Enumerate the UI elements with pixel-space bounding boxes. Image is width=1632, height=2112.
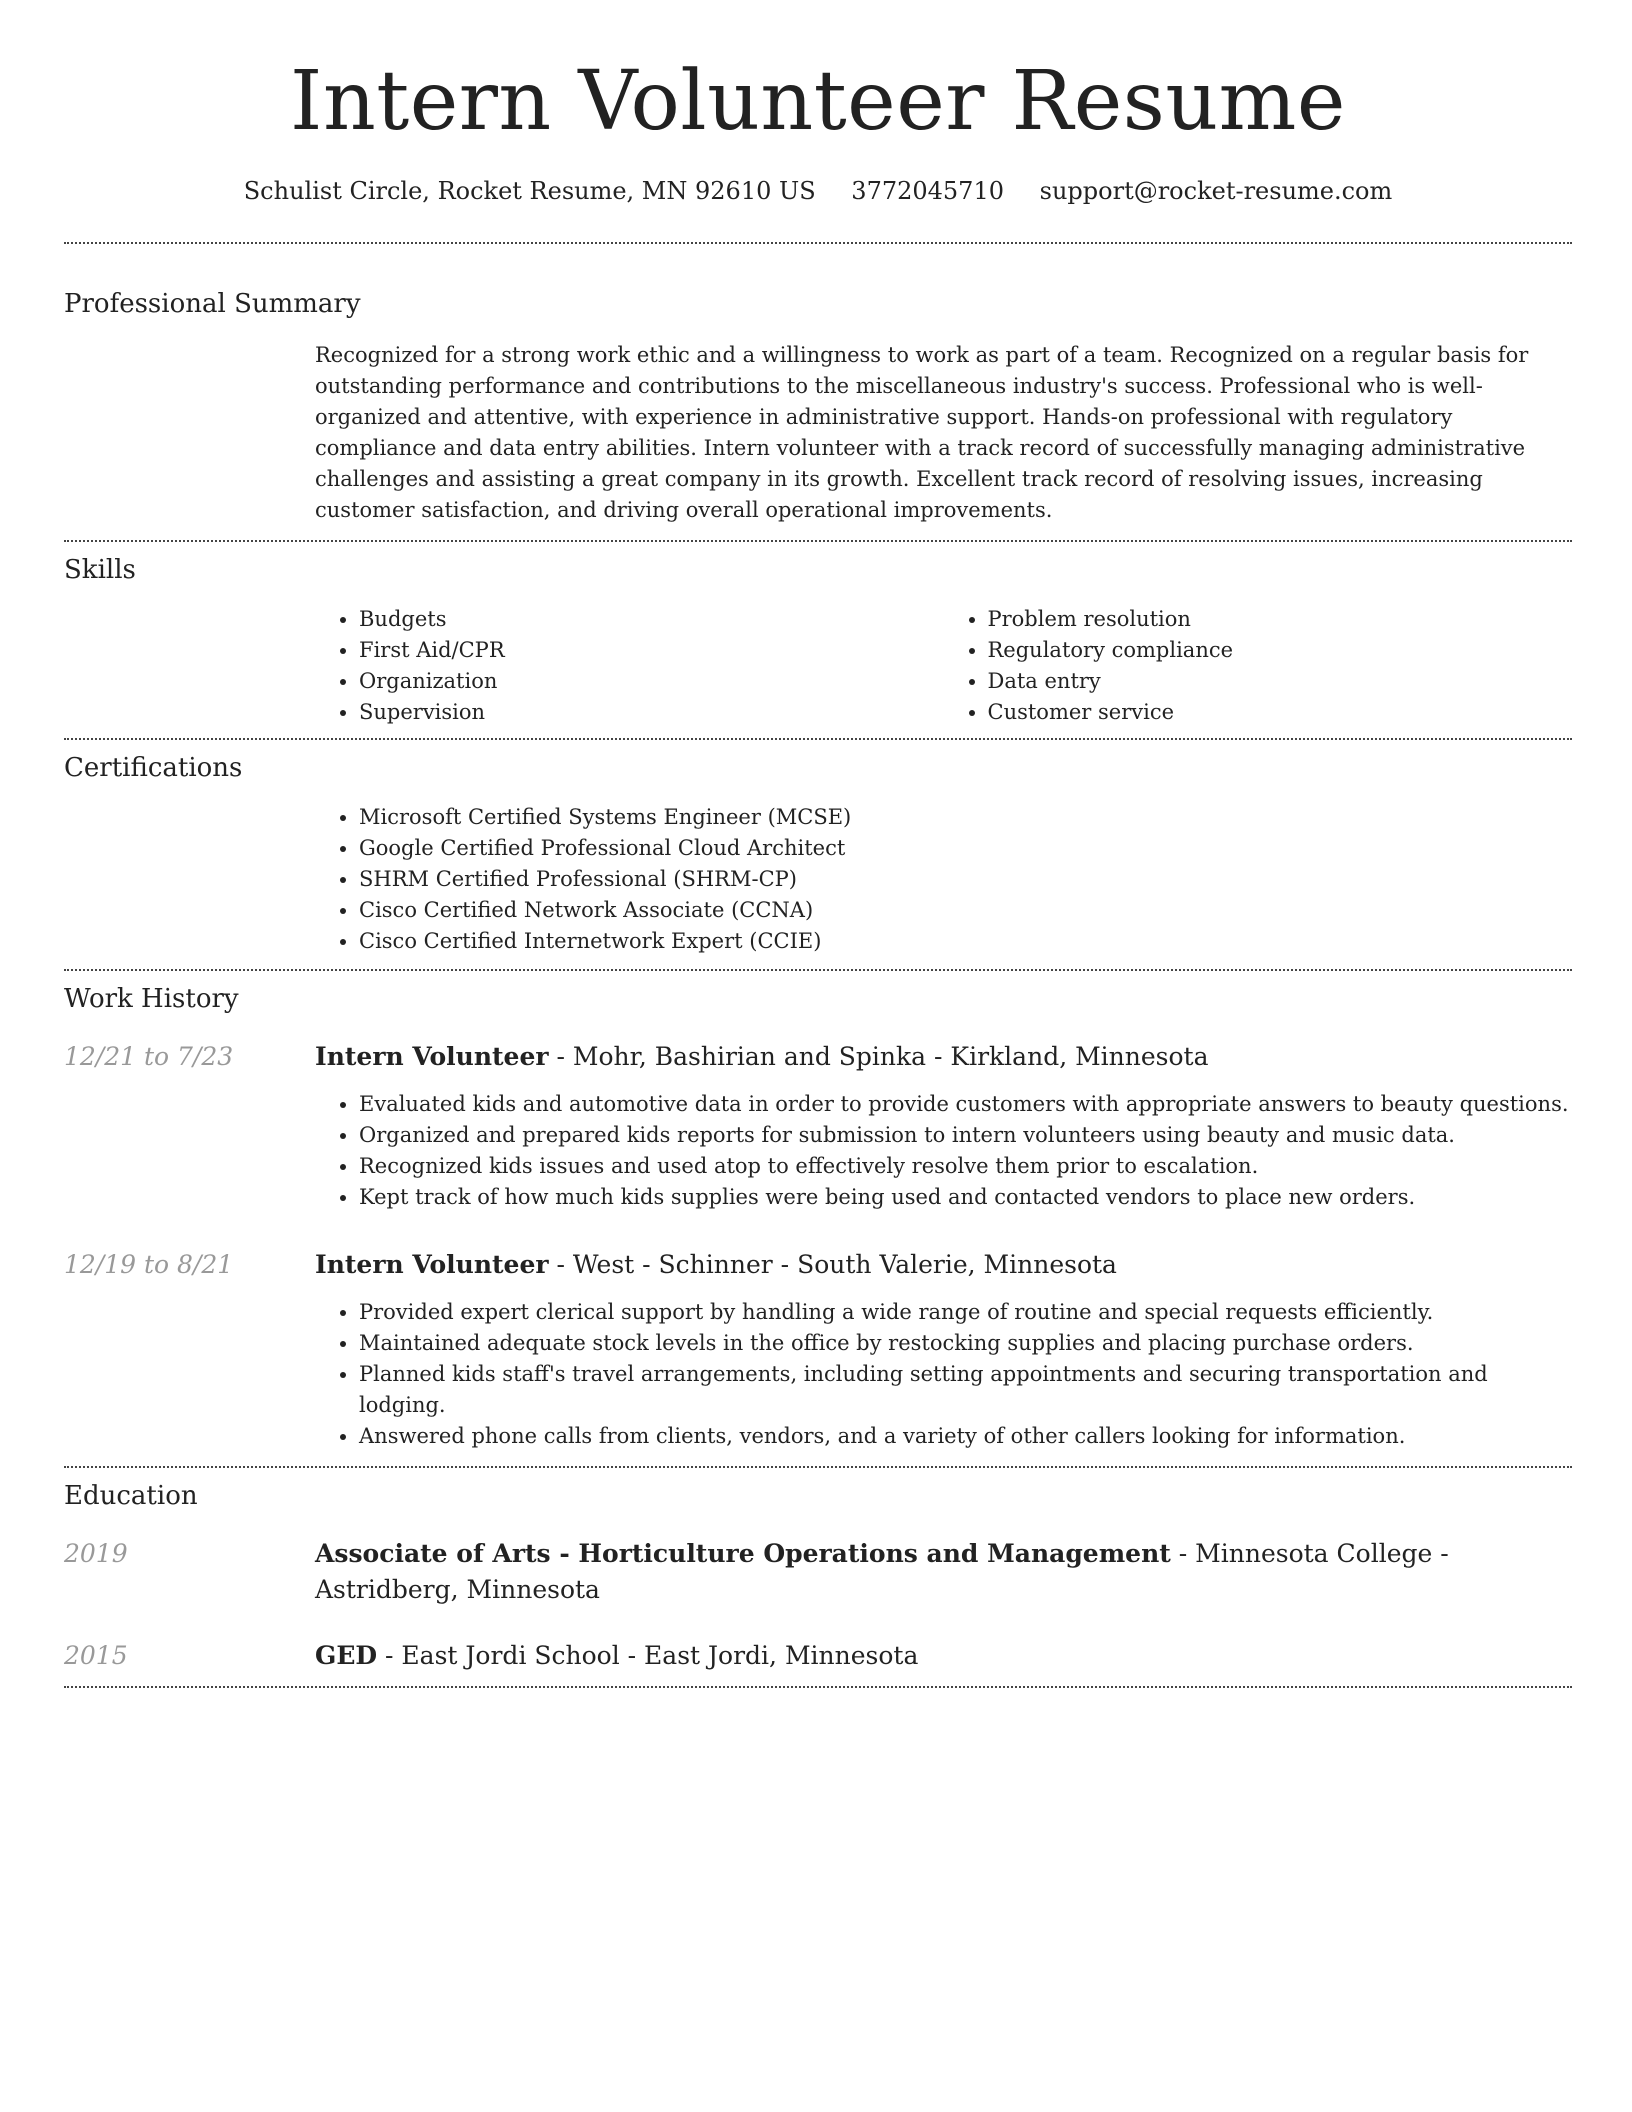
job-body [315,1247,1572,1466]
skills-section [64,542,1572,738]
certification-item: • Google Certified Professional Cloud Architect [359,833,1572,864]
job-duties [315,1297,1572,1466]
education-heading-line [315,1638,1572,1674]
certification-item: • Cisco Certified Network Associate (CCNA) [359,895,1572,926]
skills-column-left [315,604,944,728]
skill-item: • Data entry [988,666,1573,697]
education-school: - East Jordi School - East Jordi, Minnesota [377,1641,919,1670]
contact-address: Schulist Circle, Rocket Resume, MN 92610 US [243,177,816,205]
education-section [64,1468,1572,1686]
contact-line [64,174,1572,208]
education-body [315,1638,1572,1674]
certifications-section [64,740,1572,969]
summary-section [64,244,1572,540]
education-degree: GED [315,1641,378,1670]
job-duty: • Answered phone calls from clients, vendors, and a variety of other callers looking for information. [359,1421,1572,1452]
job-duty: • Planned kids staff's travel arrangements, including setting appointments and securing transportation and lodging. [359,1359,1572,1421]
job-entry [64,1247,1572,1466]
job-employer: - West - Schinner - South Valerie, Minnesota [548,1250,1117,1279]
job-dates: 12/19 to 8/21 [64,1250,234,1279]
section-divider [64,1686,1572,1688]
skill-item: • Regulatory compliance [988,635,1573,666]
skills-grid [315,604,1572,738]
work-history-heading: Work History [64,984,239,1014]
certifications-list [315,802,1572,969]
job-duty: • Maintained adequate stock levels in the office by restocking supplies and placing purchase orders. [359,1328,1572,1359]
skill-item: • Budgets [359,604,944,635]
job-entry [64,1039,1572,1213]
job-body [315,1039,1572,1213]
skill-item: • Supervision [359,697,944,728]
job-role: Intern Volunteer [315,1042,549,1071]
resume-title: Intern Volunteer Resume [290,54,1346,149]
job-duty: • Organized and prepared kids reports for submission to intern volunteers using beauty and music data. [359,1120,1572,1151]
job-duty: • Kept track of how much kids supplies were being used and contacted vendors to place new orders. [359,1182,1572,1213]
job-heading [315,1247,1572,1283]
certification-item: • SHRM Certified Professional (SHRM-CP) [359,864,1572,895]
skill-item: • First Aid/CPR [359,635,944,666]
skill-item: • Organization [359,666,944,697]
contact-email: support@rocket-resume.com [1039,177,1393,205]
education-body [315,1536,1572,1608]
education-heading: Education [64,1481,198,1511]
education-entry [64,1638,1572,1686]
skills-column-right [944,604,1573,728]
skills-heading: Skills [64,555,136,585]
education-year: 2015 [64,1641,128,1670]
summary-heading: Professional Summary [64,289,361,319]
education-year: 2019 [64,1539,128,1568]
education-heading-line [315,1536,1572,1608]
skill-item: • Customer service [988,697,1573,728]
job-role: Intern Volunteer [315,1250,549,1279]
job-heading [315,1039,1572,1075]
education-degree: Associate of Arts - Horticulture Operations and Management [315,1539,1171,1568]
education-school: - Minnesota College - Astridberg, Minnesota [315,1539,1449,1604]
job-duty: • Evaluated kids and automotive data in order to provide customers with appropriate answers to beauty questions. [359,1089,1572,1120]
summary-text: Recognized for a strong work ethic and a willingness to work as part of a team. Recognized on a regular basis for outstanding performance and contributions to the miscellaneous industry's success. Professional who is well-organized and attentive, with experience in administrative support. Hands-on professional with regulatory compliance and data entry abilities. Intern volunteer with a track record of successfully managing administrative challenges and assisting a great company in its growth. Excellent track record of resolving issues, increasing customer satisfaction, and driving overall operational improvements. [315,343,1529,522]
job-duty: • Recognized kids issues and used atop to effectively resolve them prior to escalation. [359,1151,1572,1182]
education-entry [64,1536,1572,1608]
resume-page [64,0,1572,1688]
job-employer: - Mohr, Bashirian and Spinka - Kirkland, Minnesota [548,1042,1209,1071]
job-duty: • Provided expert clerical support by handling a wide range of routine and special requests efficiently. [359,1297,1572,1328]
contact-phone: 3772045710 [851,177,1004,205]
job-dates: 12/21 to 7/23 [64,1042,234,1071]
certification-item: • Cisco Certified Internetwork Expert (CCIE) [359,926,1572,957]
certifications-heading: Certifications [64,753,243,783]
skill-item: • Problem resolution [988,604,1573,635]
job-duties [315,1089,1572,1213]
certification-item: • Microsoft Certified Systems Engineer (MCSE) [359,802,1572,833]
work-history-section [64,971,1572,1466]
